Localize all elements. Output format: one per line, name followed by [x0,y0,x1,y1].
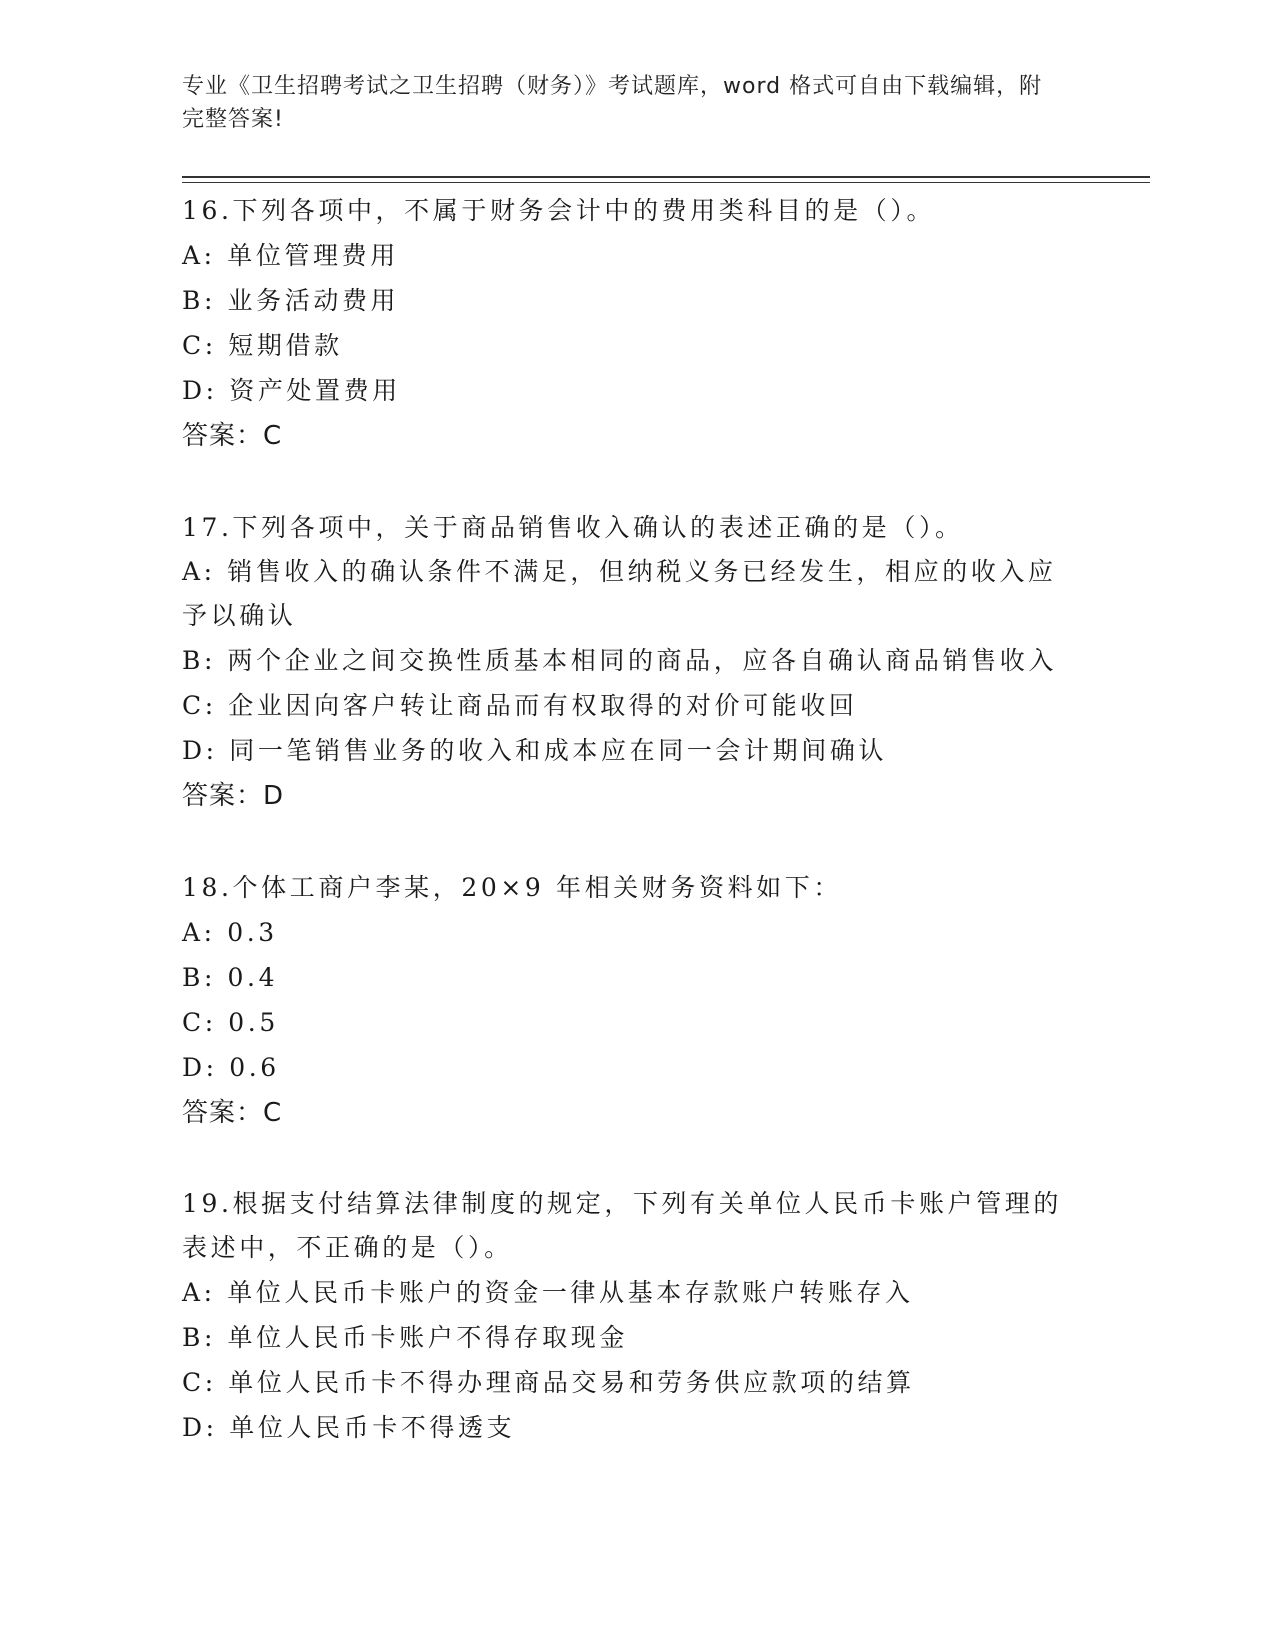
option-d: D: 同一笔销售业务的收入和成本应在同一会计期间确认 [182,736,888,765]
option-d: D: 单位人民币卡不得透支 [182,1413,516,1442]
option-d: D: 资产处置费用 [182,376,401,405]
option-b: B: 两个企业之间交换性质基本相同的商品，应各自确认商品销售收入 [182,646,1057,675]
question-19 [182,1182,1082,1450]
option-d: D: 0.6 [182,1053,280,1082]
option-c: C: 单位人民币卡不得办理商品交易和劳务供应款项的结算 [182,1368,915,1397]
question-17 [182,505,1082,819]
answer: 答案：C [182,1098,283,1128]
question-list [182,188,1082,1496]
question-18 [182,865,1082,1136]
question-stem: 17.下列各项中，关于商品销售收入确认的表述正确的是（）。 [182,513,964,542]
question-stem: 19.根据支付结算法律制度的规定，下列有关单位人民币卡账户管理的表述中，不正确的是（）。 [182,1189,1062,1262]
question-stem: 16.下列各项中，不属于财务会计中的费用类科目的是（）。 [182,196,936,225]
option-c: C: 0.5 [182,1008,279,1037]
option-a: A: 单位人民币卡账户的资金一律从基本存款账户转账存入 [182,1278,914,1307]
option-c: C: 短期借款 [182,331,343,360]
question-16 [182,188,1082,459]
option-a: A: 销售收入的确认条件不满足，但纳税义务已经发生，相应的收入应予以确认 [182,557,1057,630]
option-b: B: 0.4 [182,963,279,992]
option-b: B: 业务活动费用 [182,286,400,315]
answer: 答案：C [182,421,283,451]
option-a: A: 0.3 [182,918,278,947]
option-c: C: 企业因向客户转让商品而有权取得的对价可能收回 [182,691,858,720]
document-header: 专业《卫生招聘考试之卫生招聘（财务）》考试题库，word 格式可自由下载编辑，附完整答案! [182,74,1043,132]
question-stem: 18.个体工商户李某，20×9 年相关财务资料如下： [182,873,842,902]
header-divider-thick [182,176,1150,178]
option-b: B: 单位人民币卡账户不得存取现金 [182,1323,628,1352]
header-divider-thin [182,182,1150,183]
answer: 答案：D [182,781,285,811]
option-a: A: 单位管理费用 [182,241,399,270]
